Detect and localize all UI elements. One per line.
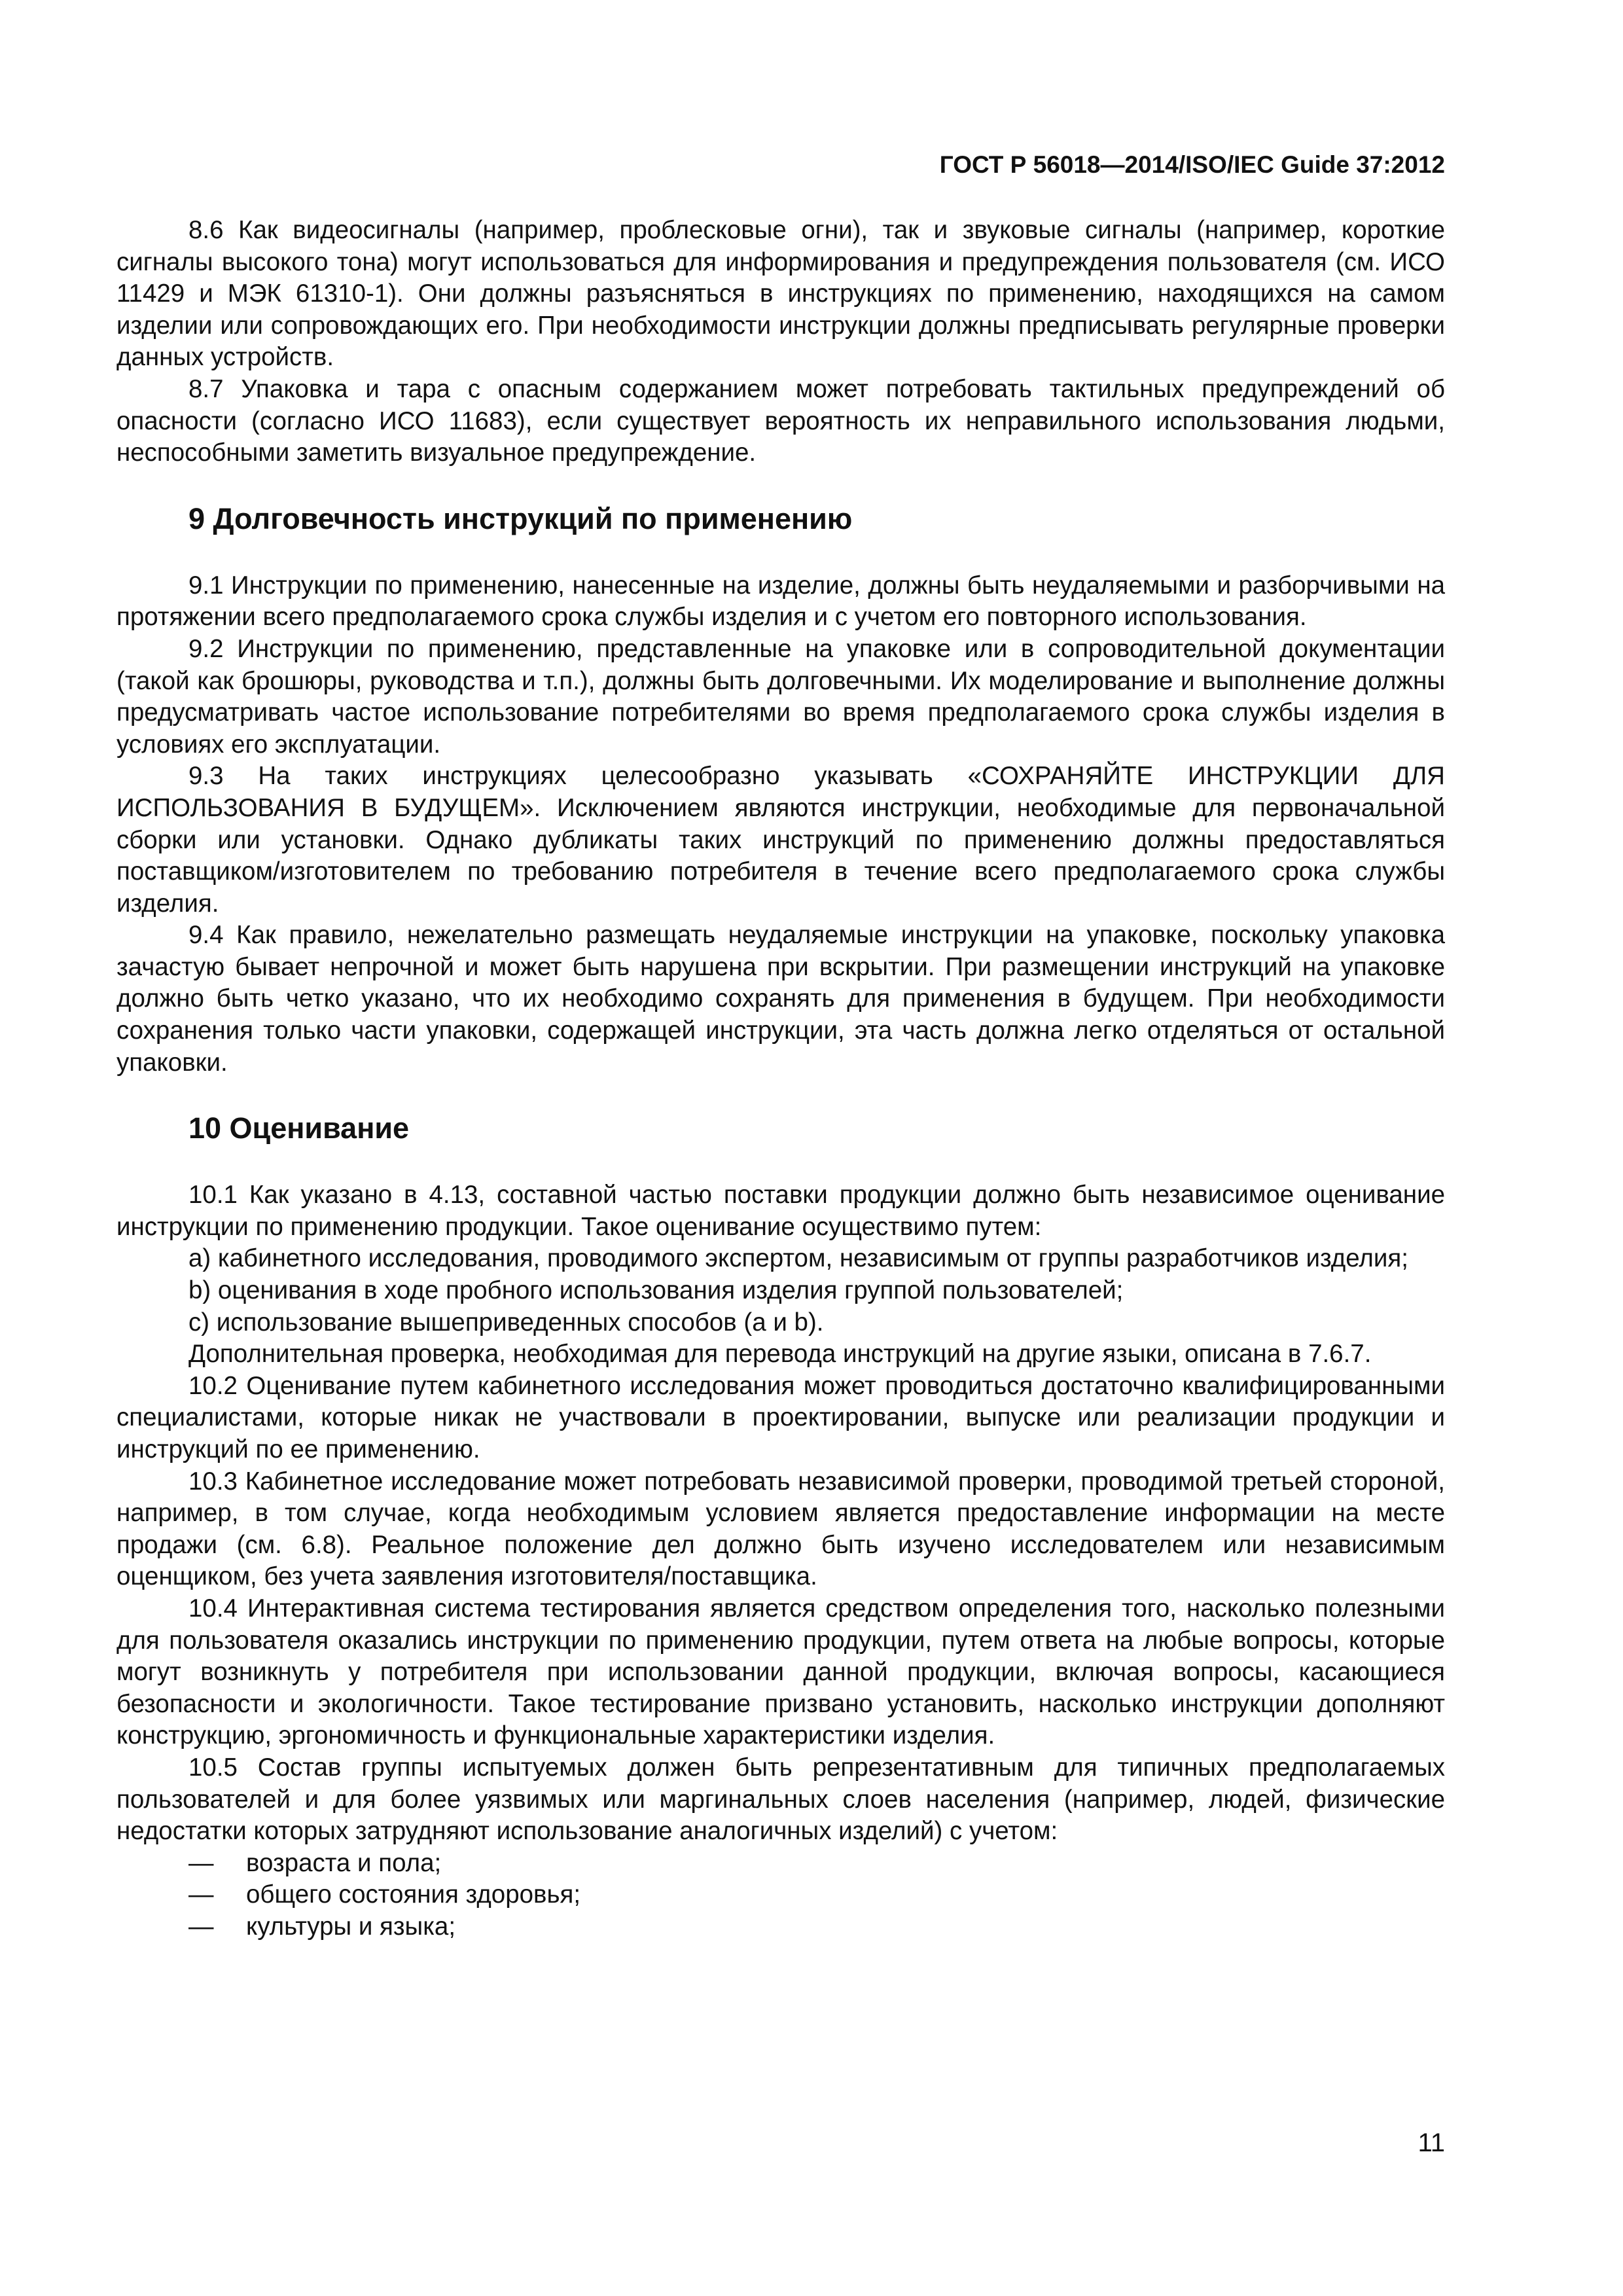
paragraph-10-1-b: b) оценивания в ходе пробного использования изделия группой пользователей; <box>188 1276 1124 1305</box>
list-item <box>116 1879 1445 1911</box>
list-item-text: возраста и пола; <box>246 1848 442 1877</box>
list-item-text: культуры и языка; <box>246 1912 456 1941</box>
paragraph-9-2: 9.2 Инструкции по применению, представленные на упаковке или в сопроводительной документации (такой как брошюры, руководства и т.п.), должны быть долговечными. Их моделирование и выполнение должны предусматривать частое использование потребителями во время предполагаемого срока службы изделия в условиях его эксплуатации. <box>116 634 1445 759</box>
paragraph-9-4: 9.4 Как правило, нежелательно размещать неудаляемые инструкции на упаковке, поскольку упаковка зачастую бывает непрочной и может быть нарушена при вскрытии. При размещении инструкций на упаковке должно быть четко указано, что их необходимо сохранять для применения в будущем. При необходимости сохранения только части упаковки, содержащей инструкции, эта часть должна легко отделяться от остальной упаковки. <box>116 921 1445 1077</box>
section-10-heading: 10 Оценивание <box>188 1111 410 1145</box>
document-page <box>116 149 1445 1943</box>
paragraph-10-1: 10.1 Как указано в 4.13, составной частью поставки продукции должно быть независимое оценивание инструкции по применению продукции. Такое оценивание осуществимо путем: <box>116 1181 1445 1241</box>
dash-marker: — <box>188 1848 214 1877</box>
paragraph-9-1: 9.1 Инструкции по применению, нанесенные на изделие, должны быть неудаляемыми и разборчивыми на протяжении всего предполагаемого срока службы изделия и с учетом его повторного использования. <box>116 571 1445 632</box>
paragraph-10-1-a: a) кабинетного исследования, проводимого экспертом, независимым от группы разработчиков изделия; <box>188 1244 1408 1273</box>
paragraph-9-3: 9.3 На таких инструкциях целесообразно указывать «СОХРАНЯЙТЕ ИНСТРУКЦИИ ДЛЯ ИСПОЛЬЗОВАНИЯ В БУДУЩЕМ». Исключением являются инструкции, необходимые для первоначальной сборки или установки. Однако дубликаты таких инструкций по применению должны предоставляться поставщиком/изготовителем по требованию потребителя в течение всего предполагаемого срока службы изделия. <box>116 762 1445 918</box>
paragraph-8-6: 8.6 Как видеосигналы (например, проблесковые огни), так и звуковые сигналы (например, короткие сигналы высокого тона) могут использоваться для информирования и предупреждения пользователя (см. ИСО 11429 и МЭК 61310-1). Они должны разъясняться в инструкциях по применению, находящихся на самом изделии или сопровождающих его. При необходимости инструкции должны предписывать регулярные проверки данных устройств. <box>116 216 1445 372</box>
document-code-header: ГОСТ Р 56018—2014/ISO/IEC Guide 37:2012 <box>939 151 1445 178</box>
paragraph-10-1-note: Дополнительная проверка, необходимая для перевода инструкций на другие языки, описана в 7.6.7. <box>188 1340 1372 1369</box>
list-item <box>116 1911 1445 1943</box>
paragraph-10-4: 10.4 Интерактивная система тестирования является средством определения того, насколько полезными для пользователя оказались инструкции по применению продукции, путем ответа на любые вопросы, которые могут возникнуть у потребителя при использовании данной продукции, включая вопросы, касающиеся безопасности и экологичности. Такое тестирование призвано установить, насколько инструкции дополняют конструкцию, эргономичность и функциональные характеристики изделия. <box>116 1594 1445 1750</box>
paragraph-8-7: 8.7 Упаковка и тара с опасным содержанием может потребовать тактильных предупреждений об опасности (согласно ИСО 11683), если существует вероятность их неправильного использования людьми, неспособными заметить визуальное предупреждение. <box>116 374 1445 467</box>
paragraph-10-2: 10.2 Оценивание путем кабинетного исследования может проводиться достаточно квалифицированными специалистами, которые никак не участвовали в проектировании, выпуске или реализации продукции и инструкций по ее применению. <box>116 1371 1445 1463</box>
page-number: 11 <box>1418 2128 1445 2157</box>
list-item <box>116 1848 1445 1880</box>
dash-marker: — <box>188 1880 214 1909</box>
paragraph-10-3: 10.3 Кабинетное исследование может потребовать независимой проверки, проводимой третьей стороной, например, в том случае, когда необходимым условием является предоставление информации на месте продажи (см. 6.8). Реальное положение дел должно быть изучено исследователем или независимым оценщиком, без учета заявления изготовителя/поставщика. <box>116 1467 1445 1591</box>
paragraph-10-5: 10.5 Состав группы испытуемых должен быть репрезентативным для типичных предполагаемых пользователей и для более уязвимых или маргинальных слоев населения (например, людей, физические недостатки которых затрудняют использование аналогичных изделий) с учетом: <box>116 1753 1445 1846</box>
dash-marker: — <box>188 1912 214 1941</box>
section-9-heading: 9 Долговечность инструкций по применению <box>188 501 853 535</box>
list-item-text: общего состояния здоровья; <box>246 1880 581 1909</box>
paragraph-10-1-c: c) использование вышеприведенных способов (a и b). <box>188 1308 824 1336</box>
